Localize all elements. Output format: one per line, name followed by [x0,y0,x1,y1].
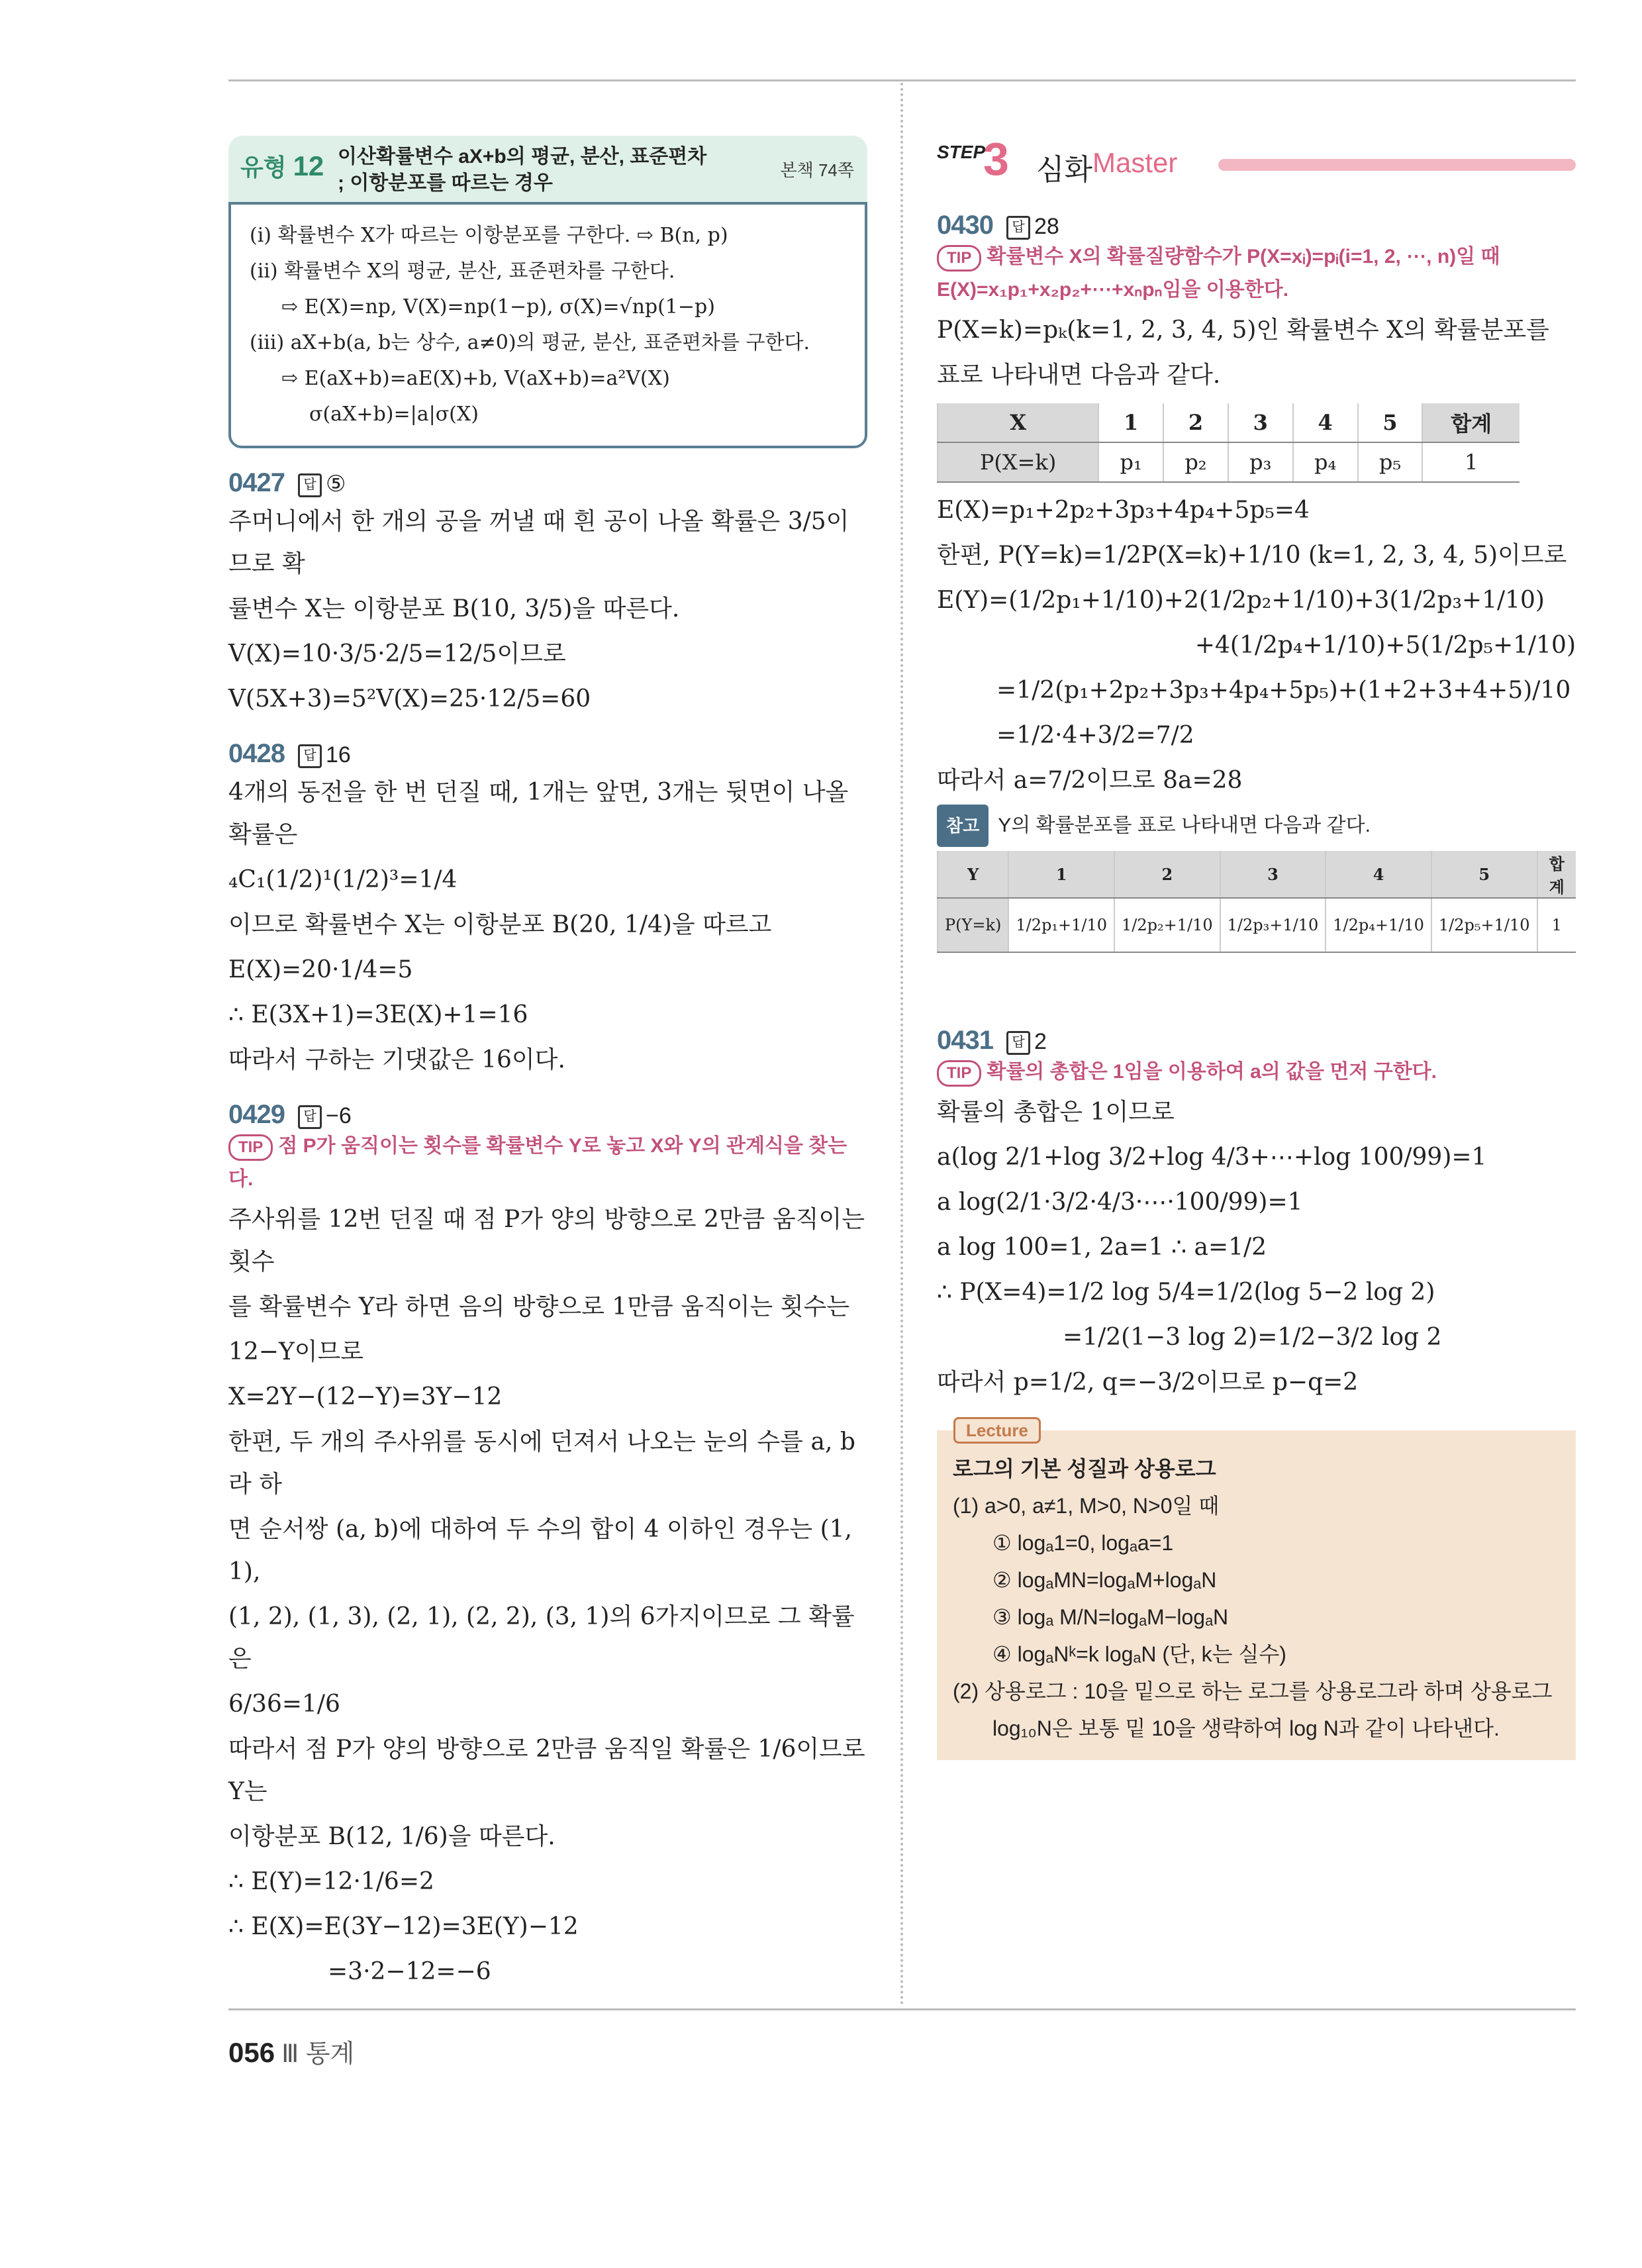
answer-icon: 답 [1006,216,1030,240]
answer-icon: 답 [1006,1031,1030,1055]
column-divider [900,83,903,2006]
type-label: 유형 12 [240,150,324,181]
page-footer [228,2033,354,2069]
top-rule [228,79,1576,81]
table-row: P(X=k) p₁ p₂ p₃ p₄ p₅ 1 [938,442,1520,482]
answer-icon: 답 [298,473,322,497]
type-ref: 본책 74쪽 [780,160,854,180]
answer-0430: 답 28 [1006,214,1059,239]
distribution-table-y [937,851,1576,953]
tip-badge: TIP [228,1134,273,1161]
answer-0427: 답 ⑤ [298,471,346,497]
answer-0431: 답 2 [1006,1029,1047,1054]
problem-0431: 0431 답 2 TIP 확률의 총합은 1임을 이용하여 a의 값을 먼저 구한다. 확률의 총합은 1이므로 a(log 2/1+log 3/2+log 4/3+⋯+log 100/99)=1 a log(2/1·3/2·4/3·⋯·100/99)=1 a log 100=1, 2a=1 ∴ a=1/2 ∴ P(X=4)=1/2 log 5/4=1/2(log 5−2 log 2) =1/2(1−3 log 2)=1/2−3/2 log 2 따라서 p=1/2, q=−3/2이므로 p−q=2 [937,1026,1576,1404]
distribution-table-x [937,403,1520,483]
right-column [937,132,1576,1760]
answer-icon: 답 [298,1105,322,1129]
answer-0428: 답 16 [298,742,351,767]
left-column [228,136,867,1996]
tip-0429: TIP 점 P가 움직이는 횟수를 확률변수 Y로 놓고 X와 Y의 관계식을 찾는다. [228,1135,847,1190]
answer-0429: 답 −6 [298,1103,352,1128]
problem-0430: 0430 답 28 TIP 확률변수 X의 확률질량함수가 P(X=xᵢ)=pᵢ(i=1, 2, ⋯, n)일 때 E(X)=x₁p₁+x₂p₂+⋯+xₙpₙ임을 이용한다. P(X=k)=pₖ(k=1, 2, 3, 4, 5)인 확률변수 X의 확률분포를 표로 나타내면 다음과 같다. X 1 2 3 4 5 합계 P(X=k) p₁ p₂ p₃ p₄ p₅ 1 E(X)=p₁+2p₂+3p₃+4p₄+5p₅=4 한편, P(Y=k)=1/2P(X=k)+1/10 (k=1, 2, 3, 4, 5)이므로 E(Y)=(1/2p₁+1/10)+2(1/2p₂+1/10)+3(1/2p₃+1/10) +4(1/2p₄+1/10)+5(1/2p₅+1/10) =1/2(p₁+2p₂+3p₃+4p₄+5p₅)+(1+2+3+4+5)/10 =1/2·4+3/2=7/2 따라서 a=7/2이므로 8a=28 참고 Y의 확률분포를 표로 나타내면 다음과 같다. Y 1 2 3 4 5 합계 P(Y=k) 1/2p₁+1/10 1/2p₂+1/10 1/2p₃+1/10 1/2p₄+1/10 1/2p₅+1/10 1 [937,211,1576,953]
type-box [228,136,867,448]
tip-0430: TIP 확률변수 X의 확률질량함수가 P(X=xᵢ)=pᵢ(i=1, 2, ⋯, n)일 때 E(X)=x₁p₁+x₂p₂+⋯+xₙpₙ임을 이용한다. [937,246,1500,301]
tip-0431: TIP 확률의 총합은 1임을 이용하여 a의 값을 먼저 구한다. [937,1056,1576,1089]
table-header-row: Y 1 2 3 4 5 합계 [938,851,1576,898]
tip-badge: TIP [937,245,981,271]
type-box-header [228,136,867,202]
table-row: P(Y=k) 1/2p₁+1/10 1/2p₂+1/10 1/2p₃+1/10 1/2p₄+1/10 1/2p₅+1/10 1 [938,898,1576,952]
note-0430: 참고 Y의 확률분포를 표로 나타내면 다음과 같다. [937,805,1576,847]
problem-0428: 0428 답 16 4개의 동전을 한 번 던질 때, 1개는 앞면, 3개는 뒷면이 나올 확률은 ₄C₁(1/2)¹(1/2)³=1/4 이므로 확률변수 X는 이항분포 B(20, 1/4)을 따르고 E(X)=20·1/4=5 ∴ E(3X+1)=3E(X)+1=16 따라서 구하는 기댓값은 16이다. [228,739,849,1073]
step-bar [1218,159,1576,171]
bottom-rule [228,2008,1576,2010]
type-box-body: (i) 확률변수 X가 따르는 이항분포를 구한다. ⇨ B(n, p) (ii) 확률변수 X의 평균, 분산, 표준편차를 구한다. ⇨ E(X)=np, V(X)=np(1−p), σ(X)=√np(1−p) (iii) aX+b(a, b는 상수, a≠0)의 평균, 분산, 표준편차를 구한다. ⇨ E(aX+b)=aE(X)+b, V(aX+b)=a²V(X) σ(aX+b)=|a|σ(X) [228,202,867,448]
page-number: 056 [228,2037,275,2068]
answer-icon: 답 [298,744,322,768]
section-label: Ⅲ 통계 [281,2040,355,2068]
step-header: STEP 3 심화 Master [937,132,1576,192]
problem-0429: 0429 답 −6 TIP 점 P가 움직이는 횟수를 확률변수 Y로 놓고 X와 Y의 관계식을 찾는다. 주사위를 12번 던질 때 점 P가 양의 방향으로 2만큼 움직이는 횟수 를 확률변수 Y라 하면 음의 방향으로 1만큼 움직이는 횟수는 12−Y이므로 X=2Y−(12−Y)=3Y−12 한편, 두 개의 주사위를 동시에 던져서 나오는 눈의 수를 a, b라 하 면 순서쌍 (a, b)에 대하여 두 수의 합이 4 이하인 경우는 (1, 1), (1, 2), (1, 3), (2, 1), (2, 2), (3, 1)의 6가지이므로 그 확률은 6/36=1/6 따라서 점 P가 양의 방향으로 2만큼 움직일 확률은 1/6이므로 Y는 이항분포 B(12, 1/6)을 따른다. ∴ E(Y)=12·1/6=2 ∴ E(X)=E(3Y−12)=3E(Y)−12 =3·2−12=−6 [228,1100,867,1993]
problem-0427: 0427 답 ⑤ 주머니에서 한 개의 공을 꺼낼 때 흰 공이 나올 확률은 3/5이므로 확 률변수 X는 이항분포 B(10, 3/5)을 따른다. V(X)=10·3/5·2/5=12/5이므로 V(5X+3)=5²V(X)=25·12/5=60 [228,468,849,713]
lecture-box: Lecture 로그의 기본 성질과 상용로그 (1) a>0, a≠1, M>0, N>0일 때 ① logₐ1=0, logₐa=1 ② logₐMN=logₐM+logₐN ③ logₐ M/N=logₐM−logₐN ④ logₐNᵏ=k logₐN (단, k는 실수) (2) 상용로그 : 10을 밑으로 하는 로그를 상용로그라 하며 상용로그 log₁₀N은 보통 밑 10을 생략하여 log N과 같이 나타낸다. [937,1430,1576,1760]
tip-badge: TIP [937,1060,981,1087]
table-header-row: X 1 2 3 4 5 합계 [938,403,1520,442]
type-title: 이산확률변수 aX+b의 평균, 분산, 표준편차 ; 이항분포를 따르는 경우 [338,146,707,194]
